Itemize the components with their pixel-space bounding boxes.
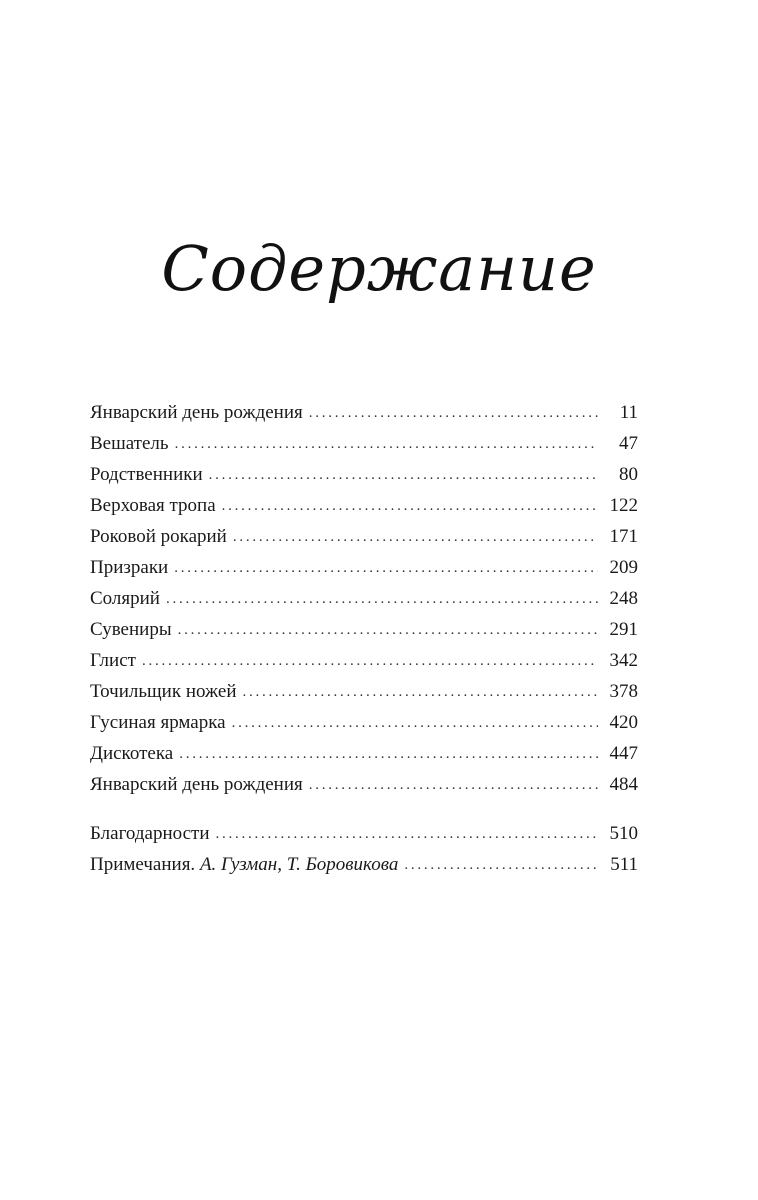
- entry-page-number: 484: [609, 774, 638, 795]
- toc-entry: [90, 552, 638, 583]
- toc-entry: [90, 521, 638, 552]
- dot-leader: [232, 708, 598, 739]
- dot-leader: [243, 677, 598, 708]
- entry-page-number: 342: [609, 650, 638, 671]
- entry-page-number: 511: [610, 854, 638, 875]
- toc-entry: [90, 397, 638, 428]
- toc-entry: [90, 428, 638, 459]
- entry-title: Примечания.: [90, 854, 196, 875]
- toc-entry: [90, 707, 638, 738]
- entry-page-number: 122: [609, 495, 638, 516]
- entry-title: Глист: [90, 650, 136, 671]
- toc-entry: [90, 490, 638, 521]
- dot-leader: [179, 739, 598, 770]
- entry-title: Солярий: [90, 588, 160, 609]
- dot-leader: [222, 491, 598, 522]
- entry-title-with-author: [90, 849, 398, 880]
- entry-title: Призраки: [90, 557, 169, 578]
- entry-author: А. Гузман, Т. Боровикова: [199, 854, 399, 875]
- chapter-list: [90, 397, 638, 800]
- toc-entry: [90, 818, 638, 849]
- entry-title: Январский день рождения: [90, 774, 303, 795]
- dot-leader: [216, 819, 599, 850]
- toc-entry: [90, 769, 638, 800]
- toc-entry: [90, 583, 638, 614]
- toc-entry: [90, 676, 638, 707]
- entry-title: Январский день рождения: [90, 402, 303, 423]
- page-title: Содержание: [161, 232, 597, 305]
- entry-page-number: 209: [609, 557, 638, 578]
- dot-leader: [209, 460, 598, 491]
- dot-leader: [178, 615, 598, 646]
- entry-page-number: 378: [609, 681, 638, 702]
- entry-title: Вешатель: [90, 433, 169, 454]
- dot-leader: [142, 646, 598, 677]
- dot-leader: [309, 770, 598, 801]
- entry-title: Роковой рокарий: [90, 526, 227, 547]
- toc-entry: [90, 614, 638, 645]
- toc-entry: [90, 645, 638, 676]
- entry-page-number: 47: [619, 433, 638, 454]
- dot-leader: [174, 553, 598, 584]
- entry-title: Верховая тропа: [90, 495, 216, 516]
- toc-entry: [90, 849, 638, 880]
- entry-page-number: 291: [609, 619, 638, 640]
- table-of-contents: [90, 397, 638, 880]
- entry-title: Благодарности: [90, 823, 210, 844]
- entry-page-number: 11: [619, 402, 638, 423]
- entry-title: Точильщик ножей: [90, 681, 237, 702]
- back-matter-list: [90, 818, 638, 880]
- entry-page-number: 510: [609, 823, 638, 844]
- entry-title: Родственники: [90, 464, 203, 485]
- entry-page-number: 80: [619, 464, 638, 485]
- entry-page-number: 447: [609, 743, 638, 764]
- dot-leader: [166, 584, 598, 615]
- toc-entry: [90, 459, 638, 490]
- dot-leader: [175, 429, 598, 460]
- dot-leader: [404, 850, 598, 881]
- entry-page-number: 171: [609, 526, 638, 547]
- entry-page-number: 248: [609, 588, 638, 609]
- entry-title: Гусиная ярмарка: [90, 712, 226, 733]
- entry-title: Сувениры: [90, 619, 172, 640]
- entry-title: Дискотека: [90, 743, 174, 764]
- toc-entry: [90, 738, 638, 769]
- dot-leader: [233, 522, 598, 553]
- entry-page-number: 420: [609, 712, 638, 733]
- dot-leader: [309, 398, 598, 429]
